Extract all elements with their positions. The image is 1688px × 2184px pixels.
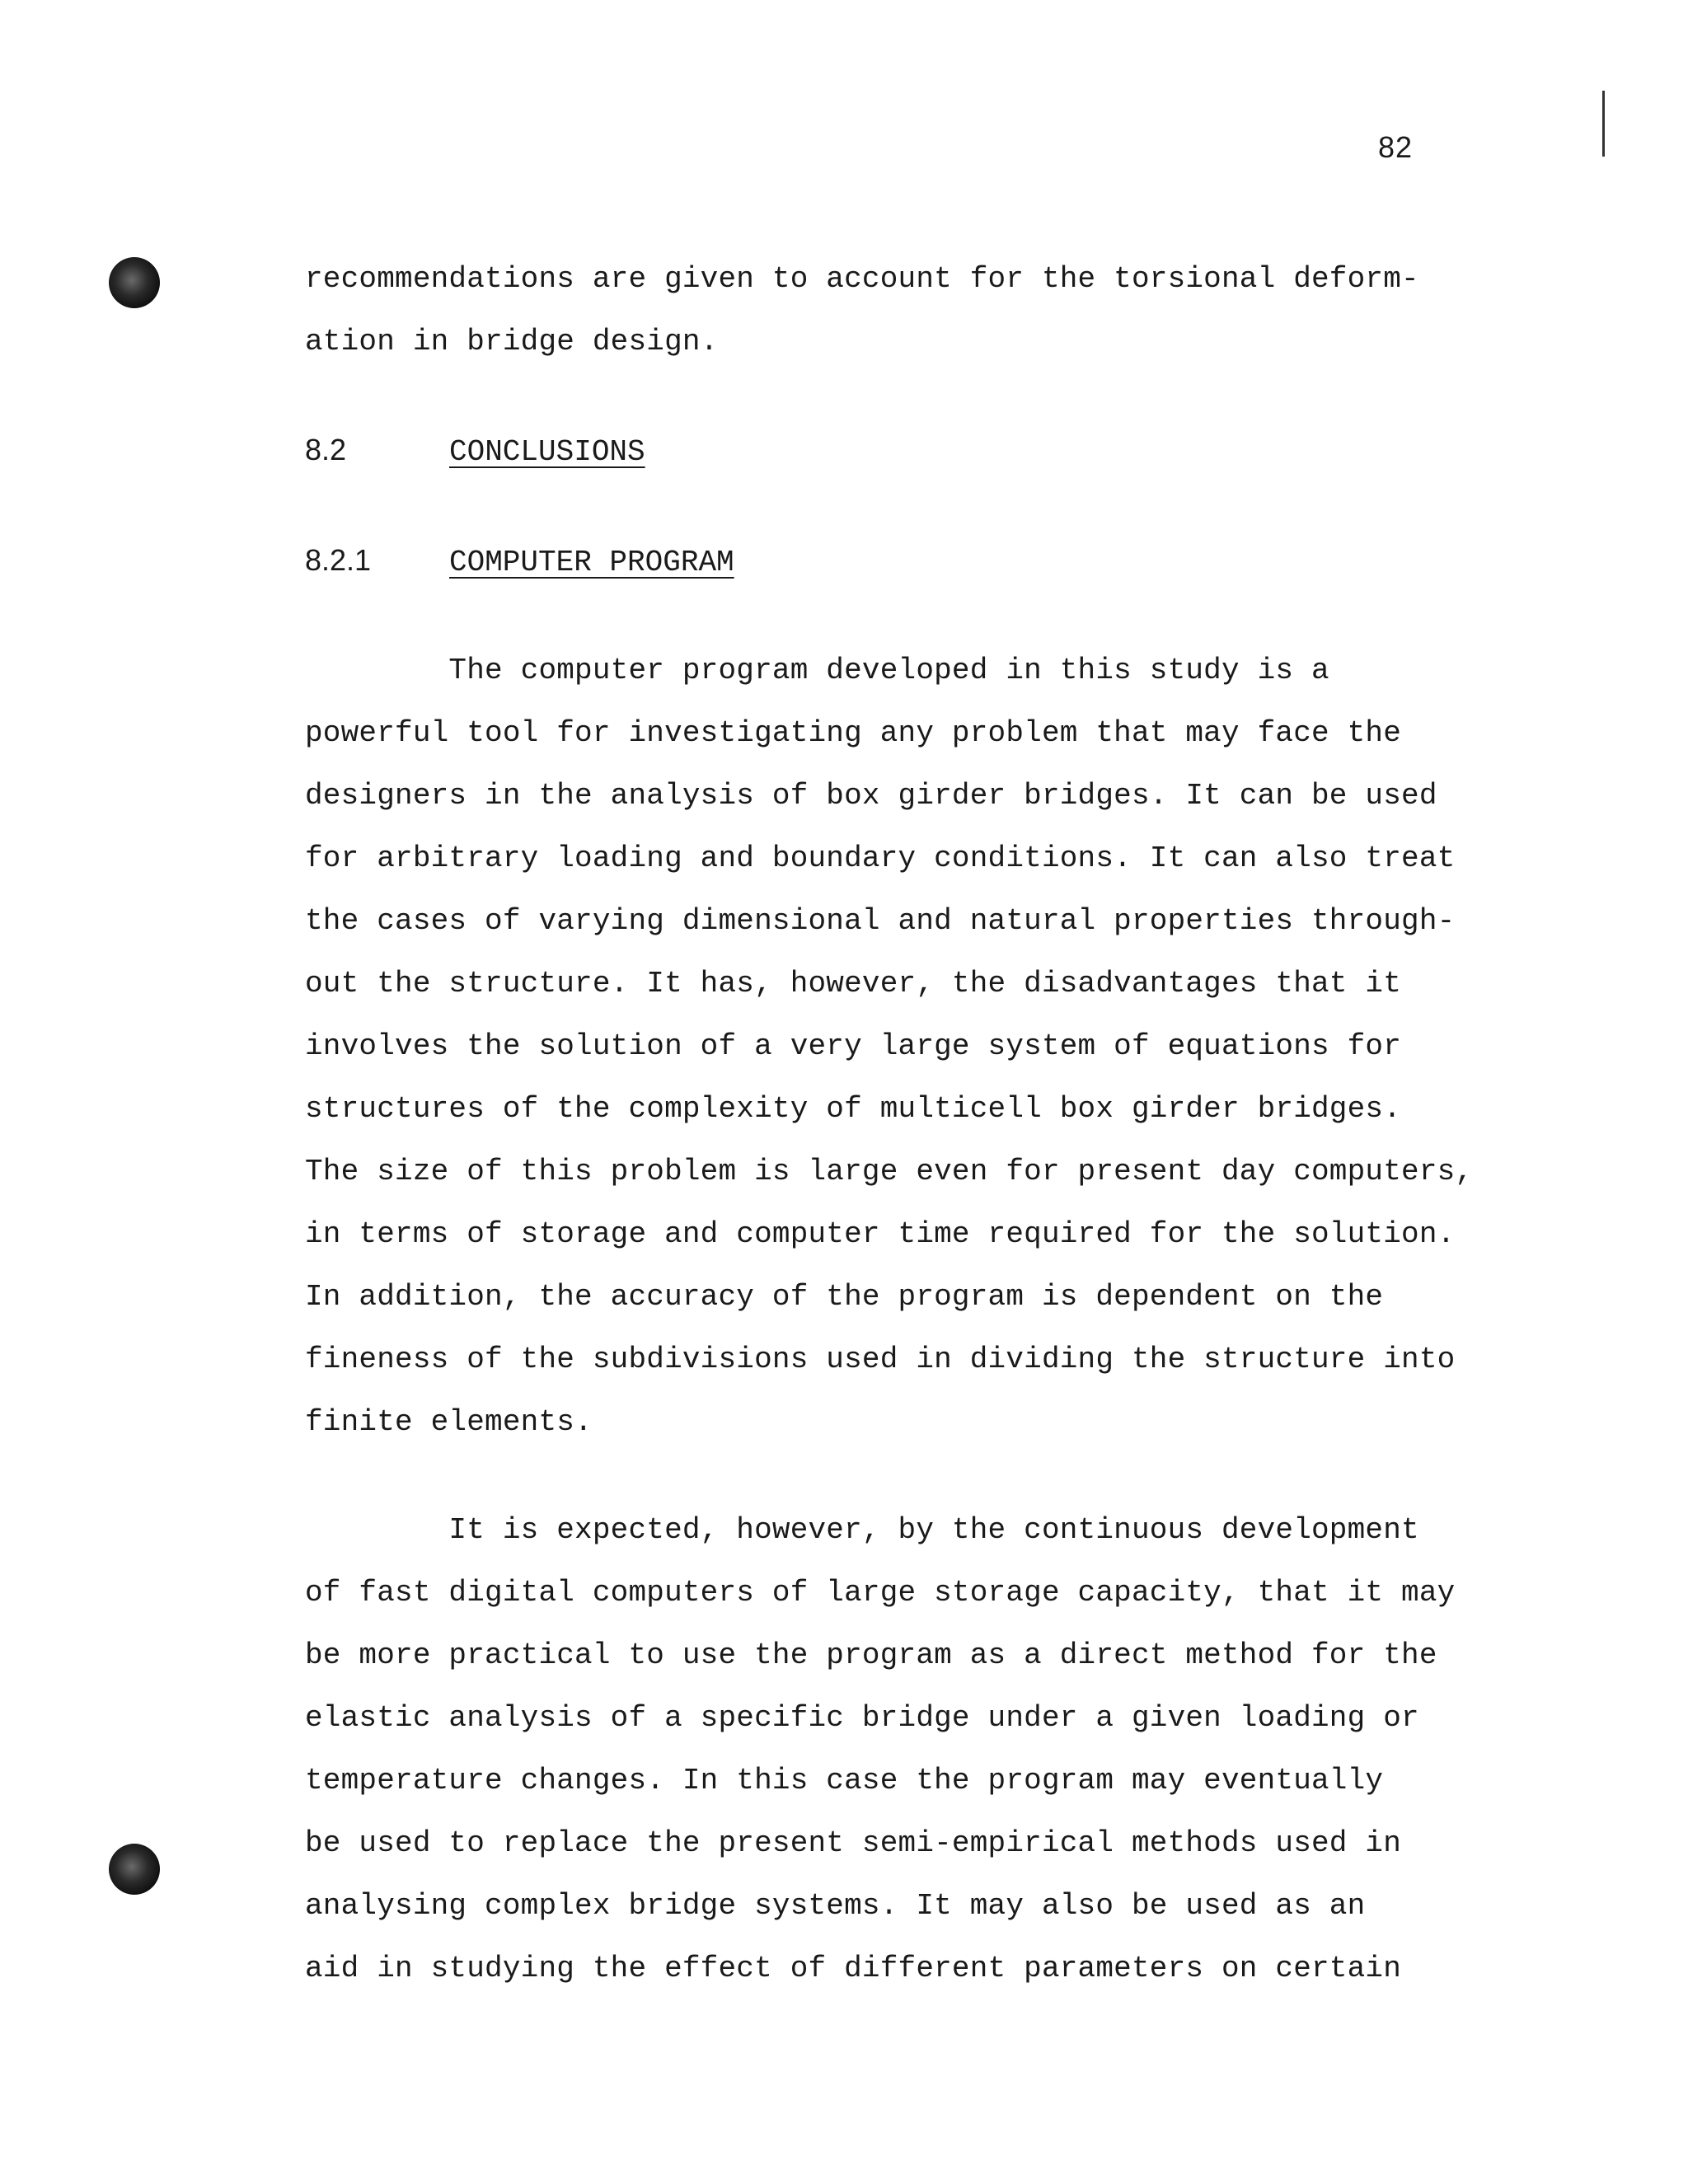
paragraph-line: be more practical to use the program as a direct method for the: [305, 1638, 1437, 1672]
subsection-number: 8.2.1: [305, 543, 372, 577]
paragraph-line: designers in the analysis of box girder bridges. It can be used: [305, 779, 1437, 813]
paragraph-line: structures of the complexity of multicell box girder bridges.: [305, 1092, 1402, 1126]
subsection-heading: [305, 543, 734, 579]
paragraph-line: The computer program developed in this study is a: [305, 654, 1329, 687]
scan-edge-mark: [1602, 91, 1605, 157]
page-number: 82: [1378, 130, 1414, 164]
section-title: CONCLUSIONS: [449, 435, 645, 469]
subsection-title: COMPUTER PROGRAM: [449, 546, 734, 579]
paragraph-line: powerful tool for investigating any problem that may face the: [305, 716, 1402, 750]
paragraph-line: finite elements.: [305, 1405, 593, 1439]
paragraph-line: fineness of the subdivisions used in dividing the structure into: [305, 1343, 1456, 1376]
paragraph-line: It is expected, however, by the continuous development: [305, 1513, 1419, 1547]
paragraph-line: aid in studying the effect of different parameters on certain: [305, 1952, 1402, 1985]
paragraph-line: elastic analysis of a specific bridge under a given loading or: [305, 1701, 1419, 1735]
paragraph-line: in terms of storage and computer time required for the solution.: [305, 1217, 1456, 1251]
punch-hole-top: [109, 257, 160, 308]
paragraph-line: the cases of varying dimensional and natural properties through-: [305, 904, 1456, 938]
intro-line-2: ation in bridge design.: [305, 325, 719, 359]
paragraph-line: involves the solution of a very large system of equations for: [305, 1029, 1402, 1063]
section-number: 8.2: [305, 433, 347, 466]
paragraph-line: The size of this problem is large even for present day computers,: [305, 1155, 1474, 1188]
paragraph-line: analysing complex bridge systems. It may also be used as an: [305, 1889, 1366, 1923]
paragraph-line: In addition, the accuracy of the program is dependent on the: [305, 1280, 1384, 1314]
section-heading: [305, 433, 645, 469]
paragraph-line: be used to replace the present semi-empirical methods used in: [305, 1826, 1402, 1860]
paragraph-line: out the structure. It has, however, the disadvantages that it: [305, 967, 1402, 1001]
paragraph-line: temperature changes. In this case the program may eventually: [305, 1764, 1384, 1797]
intro-line-1: recommendations are given to account for the torsional deform-: [305, 262, 1419, 296]
paragraph-line: for arbitrary loading and boundary conditions. It can also treat: [305, 841, 1456, 875]
punch-hole-bottom: [109, 1844, 160, 1895]
paragraph-line: of fast digital computers of large storage capacity, that it may: [305, 1576, 1456, 1610]
